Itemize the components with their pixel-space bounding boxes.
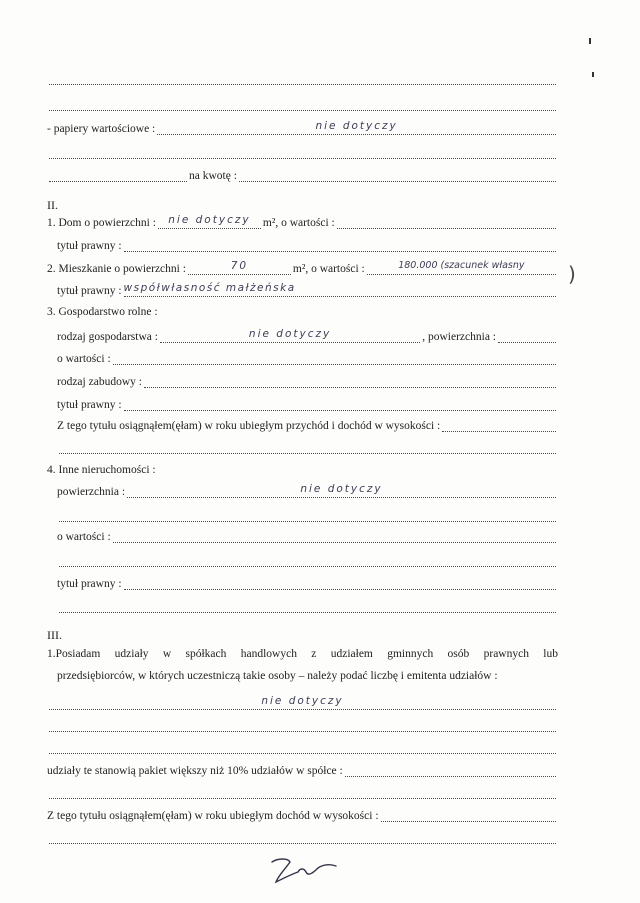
house-area-field — [158, 216, 261, 229]
blank-line — [47, 98, 558, 112]
legal-title-label: tytuł prawny : — [57, 578, 122, 590]
handwritten-answer: nie dotyczy — [261, 695, 344, 707]
farm-title-row — [57, 398, 558, 412]
legal-title-label: tytuł prawny : — [57, 285, 122, 297]
section-heading: II. — [47, 198, 58, 212]
securities-row — [47, 122, 558, 136]
handwritten-answer: nie dotyczy — [300, 483, 383, 495]
stake-field — [345, 764, 556, 777]
flat-row — [47, 262, 558, 276]
blank-line — [57, 441, 558, 455]
dividend-row — [47, 809, 558, 823]
farm-heading-row — [47, 305, 558, 319]
blank-line — [57, 554, 558, 568]
legal-title-label: tytuł prawny : — [57, 240, 122, 252]
house-value-field — [337, 216, 556, 229]
house-label: 1. Dom o powierzchni : — [47, 217, 156, 229]
shares-answer-row — [47, 697, 558, 711]
dividend-field — [381, 809, 556, 822]
shares-field — [49, 697, 556, 710]
handwritten-answer: nie dotyczy — [168, 214, 251, 226]
farm-building-row — [57, 375, 558, 389]
area-label: powierzchnia : — [57, 486, 126, 498]
flat-label: 2. Mieszkanie o powierzchni : — [47, 263, 186, 275]
blank-line — [47, 146, 558, 160]
farm-value-field — [113, 352, 556, 365]
handwritten-answer: 180.000 (szacunek własny — [398, 260, 525, 271]
blank-line — [57, 509, 558, 523]
flat-title-row — [57, 284, 558, 298]
stake-label: udziały te stanowią pakiet większy niż 10% udziałów w spółce : — [47, 765, 343, 777]
blank-line — [47, 831, 558, 845]
section-heading: III. — [47, 628, 62, 642]
handwritten-bracket: ) — [568, 262, 576, 286]
other-title-field — [124, 577, 556, 590]
handwritten-answer: współwłasność małżeńska — [123, 282, 296, 294]
farm-area-label: , powierzchnia : — [422, 331, 496, 343]
scan-mark — [589, 38, 591, 44]
dividend-label: Z tego tytułu osiągnąłem(ęłam) w roku ubiegłym dochód w wysokości : — [47, 810, 379, 822]
other-label: 4. Inne nieruchomości : — [47, 464, 156, 476]
farm-type-row — [57, 330, 558, 344]
handwritten-signature — [266, 848, 346, 891]
stake-row — [47, 764, 558, 778]
blank-line — [47, 741, 558, 755]
securities-field — [157, 122, 556, 135]
shares-statement — [47, 643, 558, 687]
handwritten-answer: 70 — [230, 260, 249, 272]
building-label: rodzaj zabudowy : — [57, 376, 142, 388]
legal-title-label: tytuł prawny : — [57, 399, 122, 411]
farm-building-field — [144, 375, 556, 388]
flat-title-field — [124, 284, 556, 297]
house-row — [47, 216, 558, 230]
house-unit-label: m², o wartości : — [262, 217, 335, 229]
securities-label: - papiery wartościowe : — [47, 123, 156, 135]
value-label: o wartości : — [57, 353, 111, 365]
other-area-row — [57, 485, 558, 499]
blank-line — [57, 600, 558, 614]
house-title-field — [124, 239, 556, 252]
scan-mark — [592, 72, 594, 77]
other-title-row — [57, 577, 558, 591]
farm-type-field — [160, 330, 420, 343]
house-title-row — [57, 239, 558, 253]
farm-income-field — [442, 419, 556, 432]
value-label: o wartości : — [57, 531, 111, 543]
farm-area-field — [498, 330, 556, 343]
farm-value-row — [57, 352, 558, 366]
handwritten-answer: nie dotyczy — [248, 328, 332, 340]
other-value-field — [113, 530, 556, 543]
amount-field — [239, 169, 556, 182]
blank-line — [47, 719, 558, 733]
blank-line — [47, 72, 558, 86]
other-area-field — [127, 485, 556, 498]
flat-unit-label: m², o wartości : — [292, 263, 365, 275]
other-value-row — [57, 530, 558, 544]
shares-line-2: przedsiębiorców, w których uczestniczą takie osoby – należy podać liczbę i emitenta udziałów : — [57, 670, 498, 682]
farm-income-row — [57, 419, 558, 433]
amount-label: na kwotę : — [189, 170, 237, 182]
flat-area-field — [188, 262, 291, 275]
farm-label: 3. Gospodarstwo rolne : — [47, 306, 158, 318]
amount-row — [47, 169, 558, 183]
handwritten-answer: nie dotyczy — [315, 120, 398, 132]
shares-line-1: 1.Posiadam udziały w spółkach handlowych z udziałem gminnych osób prawnych lub — [47, 648, 558, 660]
flat-value-field — [367, 262, 556, 275]
other-heading-row — [47, 463, 558, 477]
farm-title-field — [124, 398, 556, 411]
blank-line — [47, 786, 558, 800]
farm-type-label: rodzaj gospodarstwa : — [57, 331, 158, 343]
income-label: Z tego tytułu osiągnąłem(ęłam) w roku ubiegłym przychód i dochód w wysokości : — [57, 420, 441, 432]
